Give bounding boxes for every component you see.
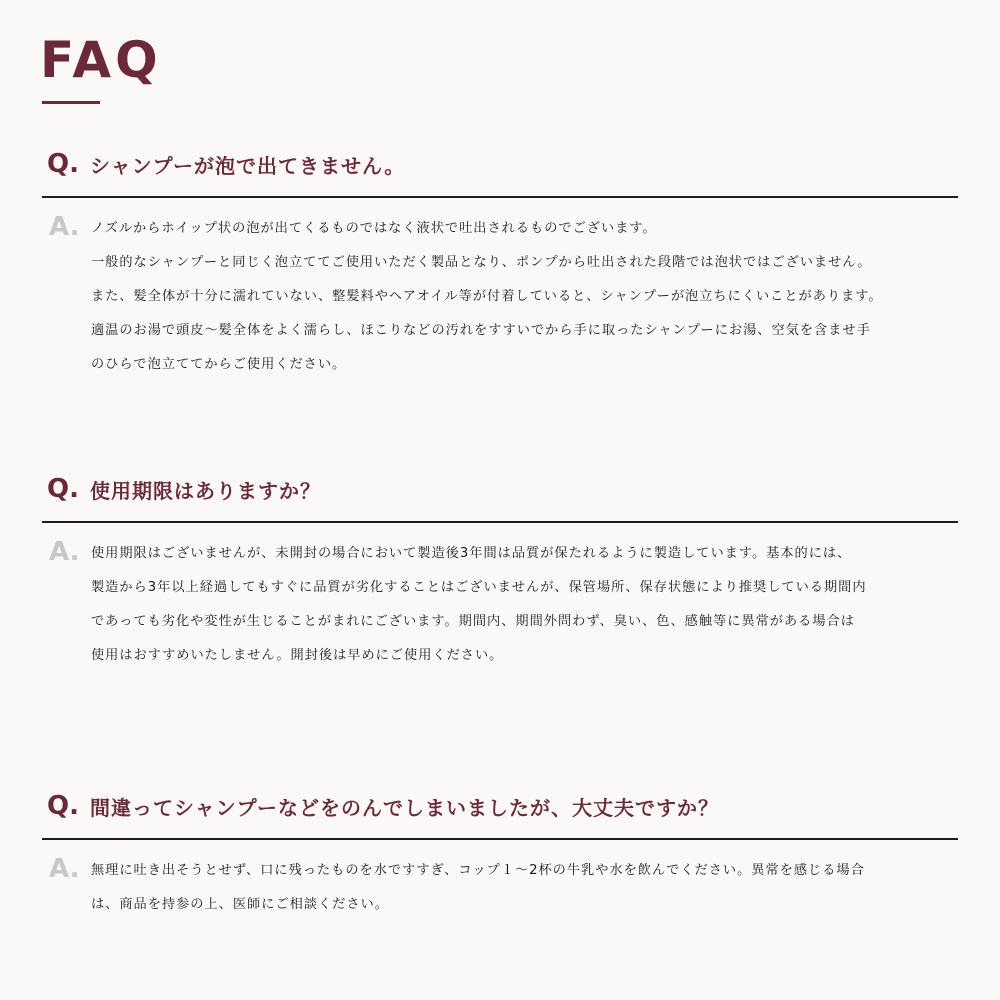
answer-line: は、商品を持参の上、医師にご相談ください。: [91, 897, 389, 912]
question-row: [42, 471, 958, 507]
answer-line: であっても劣化や変性が生じることがまれにございます。期間内、期間外問わず、臭い、色、感触等に異常がある場合は: [91, 614, 855, 629]
answer-mark: A.: [49, 537, 80, 567]
question-text: 使用期限はありますか？: [90, 478, 321, 503]
divider: [42, 838, 958, 840]
answer-line: 使用期限はございませんが、未開封の場合において製造後3年間は品質が保たれるように製造しています。基本的には、: [91, 546, 852, 561]
answer-line: 無理に吐き出そうとせず、口に残ったものを水ですすぎ、コップ１〜2杯の牛乳や水を飲んでください。異常を感じる場合: [91, 863, 865, 878]
answer-text: [91, 537, 958, 673]
faq-item: [42, 146, 958, 382]
question-mark: Q.: [47, 474, 79, 504]
answer-line: 製造から3年以上経過してもすぐに品質が劣化することはございませんが、保管場所、保存状態により推奨している期間内: [91, 580, 867, 595]
answer-line: ノズルからホイップ状の泡が出てくるものではなく液状で吐出されるものでございます。: [91, 221, 657, 236]
answer-text: [91, 854, 958, 922]
title-underline: [42, 101, 100, 104]
question-text: シャンプーが泡で出てきません。: [90, 153, 406, 178]
answer-row: [42, 212, 958, 382]
answer-line: また、髪全体が十分に濡れていない、整髪料やヘアオイル等が付着していると、シャンプーが泡立ちにくいことがあります。: [91, 289, 883, 304]
question-mark: Q.: [47, 149, 79, 179]
page-title: FAQ: [40, 31, 162, 89]
answer-row: [42, 537, 958, 673]
question-row: [42, 146, 958, 182]
answer-mark: A.: [49, 212, 80, 242]
answer-line: 一般的なシャンプーと同じく泡立ててご使用いただく製品となり、ポンプから吐出された段階では泡状ではございません。: [91, 255, 872, 270]
answer-mark: A.: [49, 854, 80, 884]
answer-row: [42, 854, 958, 922]
question-mark: Q.: [47, 791, 79, 821]
answer-line: 適温のお湯で頭皮〜髪全体をよく濡らし、ほこりなどの汚れをすすいでから手に取ったシャンプーにお湯、空気を含ませ手: [91, 323, 871, 338]
faq-item: [42, 788, 958, 922]
question-text: 間違ってシャンプーなどをのんでしまいましたが、大丈夫ですか？: [90, 795, 719, 820]
answer-line: 使用はおすすめいたしません。開封後は早めにご使用ください。: [91, 648, 504, 663]
answer-line: のひらで泡立ててからご使用ください。: [91, 357, 347, 372]
faq-item: [42, 471, 958, 673]
question-row: [42, 788, 958, 824]
divider: [42, 521, 958, 523]
answer-text: [91, 212, 958, 382]
divider: [42, 196, 958, 198]
